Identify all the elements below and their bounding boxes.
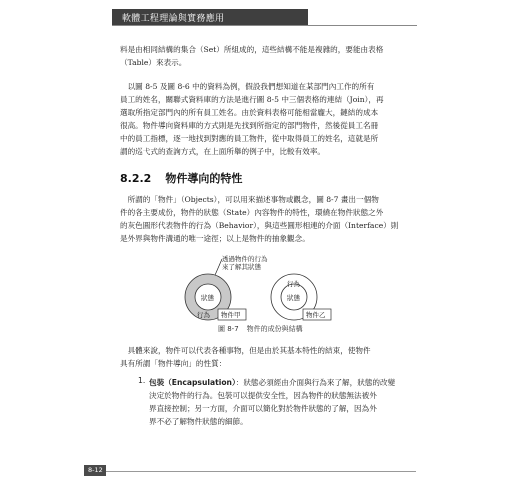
text-line: 決定於物件的行為。包裝可以提供安全性，因為物件的狀態無法被外 bbox=[149, 391, 377, 400]
footer-rule bbox=[106, 471, 416, 472]
text-line: 謂的巡弋式的查詢方式，在上面所舉的例子中，比較有效率。 bbox=[120, 147, 326, 156]
state-label-right: 狀態 bbox=[287, 294, 300, 302]
text-line: 是外界與物件溝通的唯一途徑；以上是物件的抽象觀念。 bbox=[120, 234, 310, 243]
text-fragment: ：狀態必須經由介面與行為來了解，狀態的改變 bbox=[235, 378, 396, 387]
section-number: 8.2.2 bbox=[120, 172, 152, 185]
text-line: 件的各主要成份，物件的狀態（State）內容物件的特性，環繞在物件狀態之外 bbox=[120, 208, 384, 217]
paragraph-4 bbox=[120, 344, 416, 370]
list-item bbox=[149, 376, 417, 428]
text-line: 中的員工指標，逐一地找到對應的員工物件，從中取得員工的姓名，這就是所 bbox=[120, 134, 379, 143]
paragraph-3 bbox=[120, 193, 416, 245]
annotation-line-1: 透過物件的行為 bbox=[222, 255, 268, 263]
object-diagram bbox=[170, 254, 380, 322]
text-line: 料是由相同結構的集合（Set）所組成的，這些結構不能是複雜的，要能由表格 bbox=[120, 45, 384, 54]
paragraph-1 bbox=[120, 43, 416, 69]
annotation-line-2: 來了解其狀態 bbox=[222, 263, 261, 271]
text-line: 具體來說，物件可以代表各種事物，但是由於其基本特性的結束，使物件 bbox=[120, 346, 371, 355]
text-line bbox=[149, 376, 417, 389]
list-number: 1. bbox=[138, 376, 146, 385]
figure-caption-text: 物件的成份與結構 bbox=[246, 325, 303, 333]
term-encapsulation: 包裝（Encapsulation） bbox=[149, 378, 236, 387]
text-line: 的灰色圓形代表物件的行為（Behavior），與這些圓形相連的介面（Interface）則 bbox=[120, 221, 399, 230]
paragraph-2 bbox=[120, 80, 416, 158]
text-line: 界不必了解物件狀態的細節。 bbox=[149, 417, 248, 426]
figure-label: 圖 8-7 bbox=[218, 325, 239, 333]
figure-caption bbox=[218, 324, 303, 334]
object-name-left: 物件甲 bbox=[221, 311, 241, 319]
text-line: 具有所謂「物件導向」的性質： bbox=[120, 359, 227, 368]
page-number: 8-12 bbox=[88, 466, 103, 474]
section-title: 物件導向的特性 bbox=[165, 172, 243, 185]
section-heading bbox=[120, 170, 242, 186]
book-title: 軟體工程理論與實務應用 bbox=[122, 14, 225, 24]
state-label-left: 狀態 bbox=[201, 294, 214, 302]
text-line: 界直接控制；另一方面，介面可以簡化對於物件狀態的了解，因為外 bbox=[149, 404, 377, 413]
text-line: （Table）來表示。 bbox=[120, 58, 187, 67]
text-line: 員工的姓名，關聯式資料庫的方法是進行圖 8-5 中三個表格的連結（Join），再 bbox=[120, 95, 384, 104]
text-line: 選取所指定部門內的所有員工姓名。由於資料表格可能相當龐大，鏈結的成本 bbox=[120, 108, 379, 117]
text-line: 很高。物件導向資料庫的方式則是先找到所指定的部門物件，然後從員工名冊 bbox=[120, 121, 379, 130]
header-rule bbox=[112, 25, 417, 26]
text-line: 所謂的「物件」（Objects），可以用來描述事物或觀念，圖 8-7 畫出一個物 bbox=[120, 195, 379, 204]
behavior-label-right: 行為 bbox=[287, 280, 300, 288]
object-name-right: 物件乙 bbox=[306, 311, 326, 319]
behavior-label-left: 行為 bbox=[197, 311, 210, 319]
text-line: 以圖 8-5 及圖 8-6 中的資料為例，假設我們想知道在某部門內工作的所有 bbox=[120, 82, 375, 91]
